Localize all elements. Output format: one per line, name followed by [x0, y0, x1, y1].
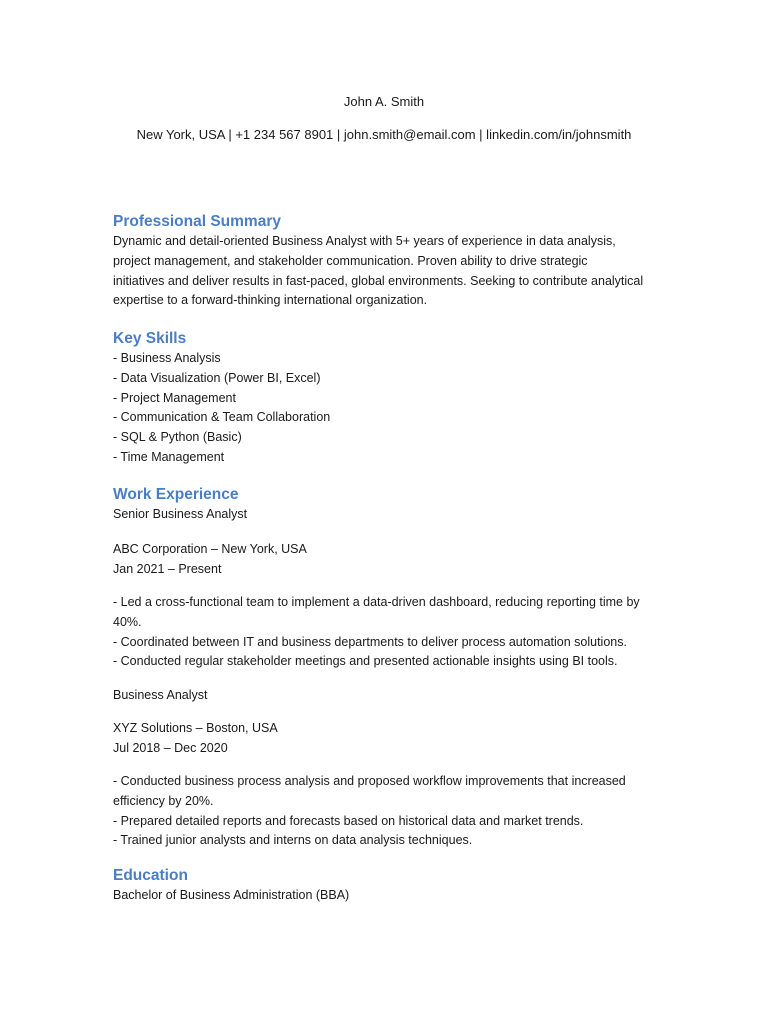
job-bullet: - Prepared detailed reports and forecasts based on historical data and market trends. [113, 813, 584, 828]
skill-item: - Business Analysis [113, 351, 221, 365]
education-heading: Education [113, 867, 188, 884]
skill-item: - Project Management [113, 390, 236, 405]
summary-line: expertise to a forward-thinking international organization. [113, 293, 428, 308]
job-company: ABC Corporation – New York, USA [113, 542, 307, 556]
job-bullet: - Led a cross-functional team to implement a data-driven dashboard, reducing reporting time by [113, 595, 640, 609]
summary-line: initiatives and deliver results in fast-paced, global environments. Seeking to contribute analytical [113, 273, 644, 288]
skill-item: - Communication & Team Collaboration [113, 410, 331, 425]
skill-item: - Time Management [113, 449, 225, 464]
job-bullets [113, 593, 673, 672]
candidate-name: John A. Smith [343, 94, 425, 109]
job-dates: Jul 2018 – Dec 2020 [113, 740, 228, 755]
experience-heading: Work Experience [113, 486, 239, 503]
job-bullets [113, 772, 673, 851]
job-entry [113, 540, 673, 580]
skill-item: - SQL & Python (Basic) [113, 430, 242, 445]
job-bullet: 40%. [113, 614, 142, 629]
skills-heading: Key Skills [113, 330, 187, 347]
job-title: Senior Business Analyst [113, 507, 248, 521]
job-dates: Jan 2021 – Present [113, 561, 222, 576]
summary-section [113, 212, 673, 311]
job-title: Business Analyst [113, 688, 208, 702]
job-company: XYZ Solutions – Boston, USA [113, 721, 278, 735]
skills-section [113, 329, 673, 468]
contact-line: New York, USA | +1 234 567 8901 | john.smith@email.com | linkedin.com/in/johnsmith [136, 127, 632, 142]
summary-line: project management, and stakeholder communication. Proven ability to drive strategic [113, 253, 588, 268]
job-entry [113, 719, 673, 759]
job-bullet: - Trained junior analysts and interns on data analysis techniques. [113, 833, 473, 848]
job-bullet: efficiency by 20%. [113, 793, 214, 808]
job-bullet: - Coordinated between IT and business departments to deliver process automation solutions. [113, 634, 627, 649]
education-degree: Bachelor of Business Administration (BBA) [113, 888, 350, 902]
job-bullet: - Conducted business process analysis and proposed workflow improvements that increased [113, 774, 626, 788]
education-section [113, 866, 673, 906]
experience-section [113, 485, 673, 525]
summary-line: Dynamic and detail-oriented Business Analyst with 5+ years of experience in data analysis, [113, 234, 616, 248]
skill-item: - Data Visualization (Power BI, Excel) [113, 370, 321, 385]
job-entry [113, 686, 673, 706]
summary-heading: Professional Summary [113, 213, 281, 230]
job-bullet: - Conducted regular stakeholder meetings and presented actionable insights using BI tools. [113, 654, 618, 669]
